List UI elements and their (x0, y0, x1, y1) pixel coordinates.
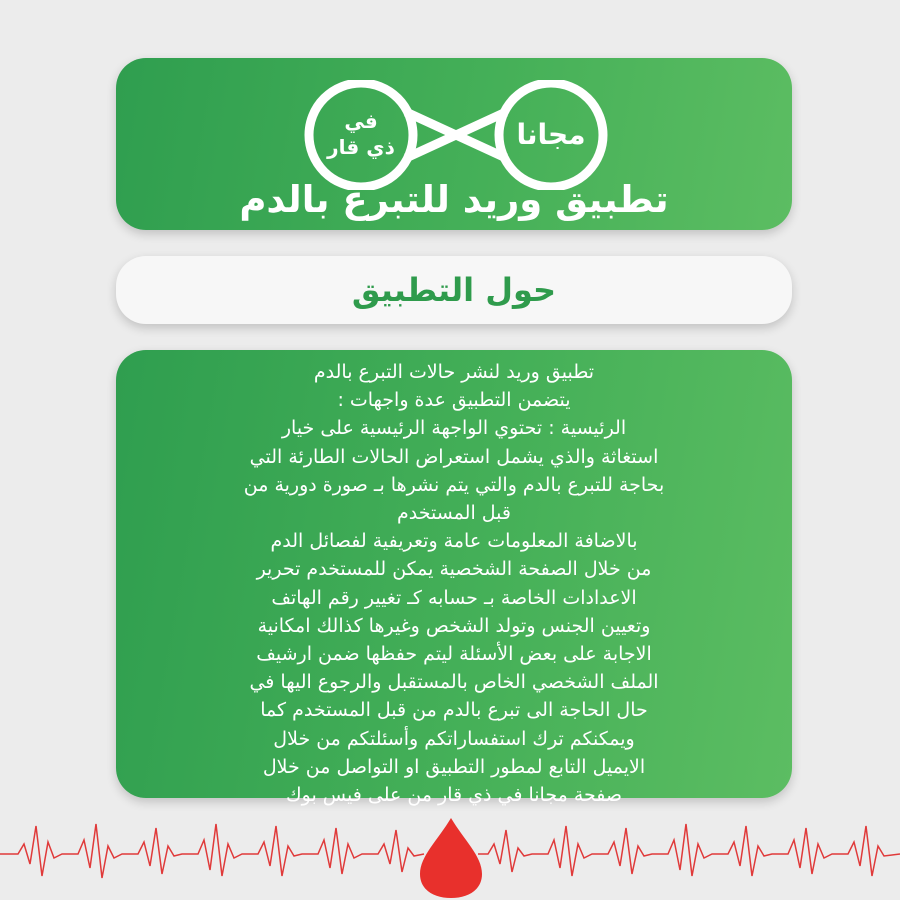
heartbeat-line-icon (0, 806, 900, 900)
badge-text-free: مجانا (516, 118, 586, 151)
infinity-logo-icon (256, 80, 656, 190)
about-title: حول التطبيق (351, 271, 557, 309)
about-section-header (116, 256, 792, 324)
app-description: تطبيق وريد لنشر حالات التبرع بالدم يتضمن التطبيق عدة واجهات : الرئيسية : تحتوي الواجهة الرئيسية على خيار استغاثة والذي يشمل استعراض الحالات الطارئة التي بحاجة للتبرع بالدم والتي يتم نشرها بـ صورة دورية من قبل المستخدم بالاضافة المعلومات عامة وتعريفية لفصائل الدم من خلال الصفحة الشخصية يمكن للمستخدم تحرير الاعدادات الخاصة بـ حسابه كـ تغيير رقم الهاتف وتعيين الجنس وتولد الشخص وغيرها كذالك امكانية الاجابة على بعض الأسئلة ليتم حفظها ضمن ارشيف الملف الشخصي الخاص بالمستقبل والرجوع اليها في حال الحاجة الى تبرع بالدم من قبل المستخدم كما ويمكنكم ترك استفساراتكم وأسئلتكم من خلال الايميل التابع لمطور التطبيق او التواصل من خلال صفحة مجانا في ذي قار من على فيس بوك (243, 361, 665, 807)
badge-text-fi: في (344, 109, 378, 133)
blood-drop-icon (420, 818, 482, 898)
badge-text-dhi-qar: ذي قار (327, 135, 395, 159)
description-card (116, 350, 792, 807)
header-banner (116, 58, 792, 230)
app-title: تطبيق وريد للتبرع بالدم (239, 178, 669, 221)
